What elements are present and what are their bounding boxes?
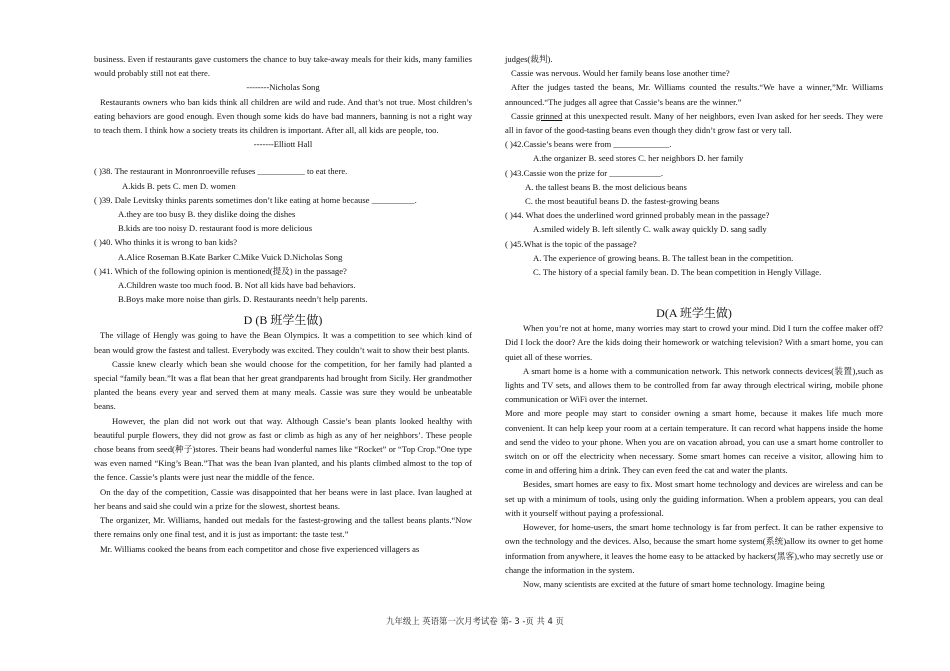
paragraph [505,109,883,137]
question-41: ( )41. Which of the following opinion is mentioned(提及) in the passage? [94,265,347,276]
paragraph: A smart home is a home with a communication network. This network connects devices(装置),such as lights and TV sets, and allows them to be controlled from far away through electrical wiring, mobile phone communication or WiFi over the internet. [505,365,883,405]
signature: --------Nicholas Song [246,82,320,93]
section-heading: D (B 班学生做) [243,313,323,328]
paragraph: After the judges tasted the beans, Mr. Williams counted the results.“We have a winner,”Mr. Williams announced.“The judges all agree that Cassie’s beans are the winner.” [505,82,883,107]
text-run: at this unexpected result. Many of her neighbors, even Ivan asked for her seeds. They were all in favor of the good-tasting beans even though they didn’t grow fast or very tall. [505,110,883,136]
question-39: ( )39. Dale Levitsky thinks parents sometimes don’t like eating at home because __________. [94,194,417,205]
question-38-options: A.kids B. pets C. men D. women [122,180,236,191]
paragraph: The village of Hengly was going to have the Bean Olympics. It was a competition to see which kind of bean would grow the fastest and tallest. Everybody was excited. They couldn’t wait to show their best plants. [94,330,472,355]
paragraph: Mr. Williams cooked the beans from each competitor and chose five experienced villagers as [100,543,420,554]
question-44: ( )44. What does the underlined word grinned probably mean in the passage? [505,210,770,221]
paragraph: When you’re not at home, many worries may start to crowd your mind. Did I turn the coffee maker off? Did I lock the door? Are the kids doing their homework or watching television? With a smart home, you can quiet all of these worries. [505,323,883,362]
left-column [94,52,472,556]
paragraph: judges(裁判). [505,54,553,64]
question-44-options: A.smiled widely B. left silently C. walk away quickly D. sang sadly [533,224,767,235]
question-45-options-1: A. The experience of growing beans. B. The tallest bean in the competition. [533,252,794,263]
paragraph: Restaurants owners who ban kids think all children are wild and rude. And that’s not true. Most children’s eating behaviors are good enough. Even though some kids do have bad manners, banning is not a right way to teach them. I think how a society treats its children is important. After all, all kids are people, too. [94,96,472,136]
signature: -------Elliott Hall [253,139,313,150]
question-43-options-2: C. the most beautiful beans D. the fastest-growing beans [525,196,720,207]
paragraph: However, for home-users, the smart home technology is far from perfect. It can be rather expensive to own the technology and the devices. Also, because the smart home system(系统)allow its owner to get home information from anywhere, it leaves the home easy to be attacked by hackers(黑客),who may secretly use or change the information in the system. [505,522,883,575]
text-run: Cassie [511,110,536,121]
question-40-options: A.Alice Roseman B.Kate Barker C.Mike Vuick D.Nicholas Song [118,251,343,262]
question-42-options: A.the organizer B. seed stores C. her neighbors D. her family [533,153,744,164]
question-45: ( )45.What is the topic of the passage? [505,238,637,249]
paragraph: On the day of the competition, Cassie was disappointed that her beans were in last place. Ivan laughed at her beans and said she could win a prize for the slowest, shortest beans. [94,486,472,511]
paragraph: Cassie was nervous. Would her family beans lose another time? [511,68,730,79]
question-43-options-1: A. the tallest beans B. the most delicious beans [525,181,687,192]
underlined-word: grinned [535,110,563,121]
paragraph: Cassie knew clearly which bean she would choose for the competition, for her family had planted a special “family bean.”It was a flat bean that her great grandparents had brought from Sicily. Her grandmother planted the beans every year and served them at many meals. Cassie was sure they would be unbeatable beans. [94,358,472,412]
right-column [505,52,883,591]
paragraph: However, the plan did not work out that way. Although Cassie’s bean plants looked healthy with beautiful purple flowers, they did not grow as fast or climb as high as any of her neighbors’. These people chose beans from seed(种子)stores. Their beans had wonderful names like “Rocket” or “Top Crop.”One type was even named “King’s Bean.”That was the bean Ivan planted, and his plants climbed almost to the top of the fence. Cassie’s plants were just near the middle of the fence. [94,415,472,483]
paragraph: The organizer, Mr. Williams, handed out medals for the fastest-growing and the tallest beans plants.“Now there remains only one final test, and it is just as important: the taste test.” [94,515,472,540]
question-43: ( )43.Cassie won the prize for ____________. [505,167,663,178]
paragraph: More and more people may start to consider owning a smart home, because it makes life much more convenient. It can help keep your room at a certain temperature. It can record what happens inside the home and send the video to your phone. When you are on vacation abroad, you can use a smart home controller to switch on or off the electricity when necessary. Some smart homes can receive a visitor, allowing him to come in and offering him a drink. They can even feed the cat and water the plants. [505,408,883,476]
question-41-options-1: A.Children waste too much food. B. Not all kids have bad behaviors. [118,280,356,291]
paragraph: Besides, smart homes are easy to fix. Most smart home technology and devices are wireless and can be set up with a minimum of tools, using only the guiding information. When a problem appears, you can deal with it yourself without paying a professional. [505,479,883,518]
question-39-options-1: A.they are too busy B. they dislike doing the dishes [118,209,296,220]
question-45-options-2: C. The history of a special family bean. D. The bean competition in Hengly Village. [533,267,822,278]
page-footer: 九年级上 英语第一次月考试卷 第- 3 -页 共 4 页 [386,616,564,626]
question-40: ( )40. Who thinks it is wrong to ban kids? [94,237,238,248]
question-42: ( )42.Cassie’s beans were from _____________. [505,139,672,150]
question-39-options-2: B.kids are too noisy D. restaurant food is more delicious [118,223,313,234]
paragraph: business. Even if restaurants gave customers the chance to buy take-away meals for their kids, many families would probably still not eat there. [94,54,472,79]
question-41-options-2: B.Boys make more noise than girls. D. Restaurants needn’t help parents. [118,294,368,305]
paragraph: Now, many scientists are excited at the future of smart home technology. Imagine being [523,578,825,589]
question-38: ( )38. The restaurant in Monronroeville refuses ___________ to eat there. [94,166,348,177]
section-heading: D(A 班学生做) [656,306,732,321]
